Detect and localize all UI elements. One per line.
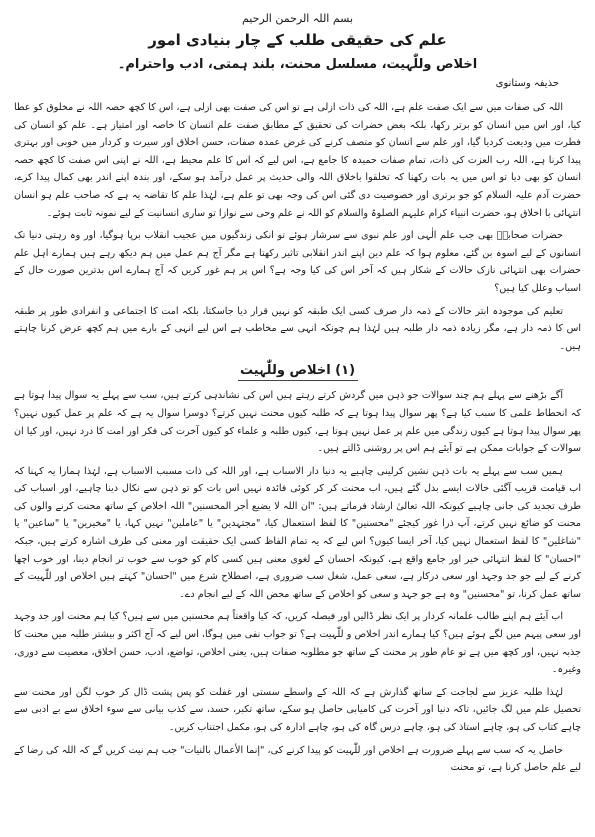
body-section bbox=[14, 387, 581, 776]
section-heading-underline bbox=[238, 380, 358, 381]
body-paragraph-2: ہمیں سب سے پہلے یہ بات ذہن نشین کرلینی چاہیے یہ دنیا دار الاسباب ہے، اور اللہ کی ذات مسبب الاسباب ہے، لہٰذا ہمارا یہ کہنا کہ اب قیامت قریب آگئی حالات ایسے بدل گئے ہیں، اب محنت کر کر کوئی فائدہ نہیں اس بات کو تو ذہن سے نکال دینا چاہیے، اور اسباب کی طرف تجدید کی جانی چاہیے کیونکہ اللہ تعالیٰ ارشاد فرماتے ہیں: "ان اللہ لا یضیع أجر المحسنین" اللہ اخلاص کے ساتھ محنت کرنے والوں کی محنت کو ضائع نہیں کرتے، آپ ذرا غور کیجئے "محسنین" کا لفظ استعمال کیا، "مجتہدین" یا "عاملین" نہیں کہا، یا "مخیرین" یا "ساعین" یا "شاغلین" کا لفظ استعمال نہیں کیا، آخر ایسا کیوں؟ اس لیے کہ یہ تمام الفاظ کسی ایک حقیقت اور معنی کی طرف اشارہ کرتے ہیں، جبکہ "احسان" کا لفظ انتہائی خیر اور جامع واقع ہے، کیونکہ احسان کے لغوی معنی ہیں کسی کام کو خوب سے خوب تر انجام دینا، اور خوب اچھا کرنے کے لیے جو جد وجہد اور سعی درکار ہے، سعی عمل، شغل سب ضروری ہے، اصطلاح شرع میں "احسان" کہتے ہیں اخلاص اور للّٰہیت کے ساتھ عمل کرنا، تو "محسنین" وہ ہے جو جہد و سعی کو اخلاص کے ساتھ محض اللہ کے لیے انجام دے۔ bbox=[14, 465, 581, 600]
author-name: حذیفہ وستانوی bbox=[495, 78, 559, 89]
intro-section bbox=[14, 99, 581, 355]
basmala: بسم اللہ الرحمن الرحیم bbox=[241, 12, 354, 25]
section-heading-text: (۱) اخلاص وللّٰہیت bbox=[239, 363, 356, 379]
section-heading bbox=[14, 363, 581, 381]
intro-paragraph-1: اللہ کی صفات میں سے ایک صفت علم ہے، اللہ کی ذات ازلی ہے تو اس کی صفت بھی ازلی ہے، اس کا کچھ حصہ اللہ نے مخلوق کو عطا کیا، اور اس میں انسان کو برتر رکھا، بلکہ بعض حضرات کی تحقیق کے مطابق صفت علم انسان کا خاصہ اور امتیاز ہے۔ علم کو انسان کی فطرت میں ودیعت کردیا گیا، اور علم سے انسان کو متصف کرنے کی غرض عمدہ صفات، حسن اخلاق اور سیرت و کردار میں خوبی اور بہتری پیدا کرنا ہے، اللہ رب العزت کی ذات، تمام صفات حمیدہ کا جامع ہے، اس لیے کہ اس کا علم محیط ہے، اللہ نے اپنی اس صفت کا کچھ حصہ انسان کو بھی دیا تو اس میں یہ بات رکھنا کہ تخلقوا باخلاق اللہ والی حدیث پر عمل درآمد ہو سکے، اور بندہ اپنے اندر بھی کمال پیدا کرے، حضرت آدم علیہ السلام کو جو برتری اور خصوصیت دی گئی اس کی وجہ بھی تو علم ہے، لہٰذا علم کا تقاضہ یہ ہے کہ صاحب علم ہو انسان انتہائی با اخلاق ہو، حضرت انبیاء کرام علیہم الصلوۃ والسلام کو اللہ نے علم وحی سے نوازا تو ساری انسانیت کے لیے نمونہ ثابت ہوئے۔ bbox=[14, 102, 581, 219]
body-paragraph-3: اب آیئے ہم اپنے طالب علمانہ کردار پر ایک نظر ڈالیں اور فیصلہ کریں، کہ کیا واقعتاً ہم محسنین میں سے ہیں؟ کیا ہم محنت اور جد وجہد اور سعی پیہم میں لگے ہوئے ہیں؟ کیا ہمارے اندر اخلاص و للّٰہیت ہے؟ تو جواب نفی میں ہوگا، اس لیے کہ آج اکثر و بیشتر طلبہ میں محنت کا جذبہ نہیں، اور کچھ میں ہے تو عام طور پر محنت کے ساتھ جو مطلوبہ صفات ہیں، یعنی اخلاص، تواضع، ادب، حسن اخلاق، معصیت سے دوری، وغیرہ۔ bbox=[14, 611, 581, 676]
article-subtitle: اخلاص وللّٰہیت، مسلسل محنت، بلند ہمتی، ادب واحترام۔ bbox=[117, 57, 478, 72]
body-paragraph-1: آگے بڑھنے سے پہلے ہم چند سوالات جو ذہن میں گردش کرتے رہتے ہیں اس کی نشاندہی کرتے ہیں، سب سے پہلے یہ سوال پیدا ہوتا ہے کہ انحطاط علمی کا سبب کیا ہے؟ پھر سوال پیدا ہوتا ہے کہ طلبہ کیوں محنت نہیں کرتے؟ دوسرا سوال یہ ہے کہ علم پر عمل کیوں نہیں؟ پھر سوال پیدا ہوتا ہے کیوں زندگی میں علم پر عمل نہیں ہوتا ہے، کیوں طلبہ و علماء کو کیوں آخرت کی فکر اور امت کا درد نہیں، اور کیا ان سوالات کے جوابات ممکن ہے تو آیئے ہم اس پر روشنی ڈالتے ہیں۔ bbox=[14, 390, 581, 455]
intro-paragraph-2: حضرات صحابہؓ بھی جب علم الٰہی اور علم نبوی سے سرشار ہوئے تو انکی زندگیوں میں عجیب انقلاب برپا ہوگیا، اور وہ رہتی دنیا تک انسانوں کے لیے اسوہ بن گئے، معلوم ہوا کہ علم دین اپنے اندر انقلابی تاثیر رکھتا ہے مگر آج ہم عمل میں ہم دیکھ رہے ہیں ہمارے اہل علم حضرات بھی انتہائی نازک حالات کے شکار ہیں کہ آخر اس کی کیا وجہ ہے؟ اس پر ہم غور کریں کہ آج ہمارے اس بدترین صورت حال کے اسباب وعلل کیا ہیں؟ bbox=[14, 230, 581, 294]
body-paragraph-5: حاصل یہ کہ سب سے پہلے ضرورت ہے اخلاص اور للّٰہیت کو پیدا کرنے کی، "إنما الأعمال بالنیات" جب ہم نیت کریں گے کہ اللہ کی رضا کے لیے علم حاصل کرنا ہے، تو محنت bbox=[14, 744, 581, 774]
body-paragraph-4: لہٰذا طلبہ عزیز سے لجاجت کے ساتھ گذارش ہے کہ اللہ کے واسطے سستی اور غفلت کو پس پشت ڈال کر خوب لگن اور محنت سے تحصیل علم میں لگ جائیں، تاکہ دنیا اور آخرت کی کامیابی حاصل ہو سکے، ساتھ تکبر، حسد، سے کذب بیانی سے سوء اخلاق سے بے ادبی سے چاہے کتاب کی ہو، چاہے استاذ کی ہو، چاہے درس گاہ کی ہو، چاہے ادارہ کی ہو، مکمل اجتناب کریں۔ bbox=[14, 686, 581, 733]
article-title: علم کی حقیقی طلب کے چار بنیادی امور bbox=[148, 31, 447, 49]
intro-paragraph-3: تعلیم کی موجودہ ابتر حالات کے ذمہ دار صرف کسی ایک طبقہ کو نہیں قرار دیا جاسکتا، بلکہ امت کا اجتماعی و انفرادی طور پر طبقہ اس کا ذمہ دار ہے، مگر زیادہ ذمہ دار طلبہ ہیں لہٰذا ہم چونکہ انہی سے مخاطب ہے اس لیے انہی کے بارے میں ہم کچھ عرض کرنا چاہتے ہیں۔ bbox=[14, 305, 581, 352]
title-block bbox=[14, 31, 581, 72]
